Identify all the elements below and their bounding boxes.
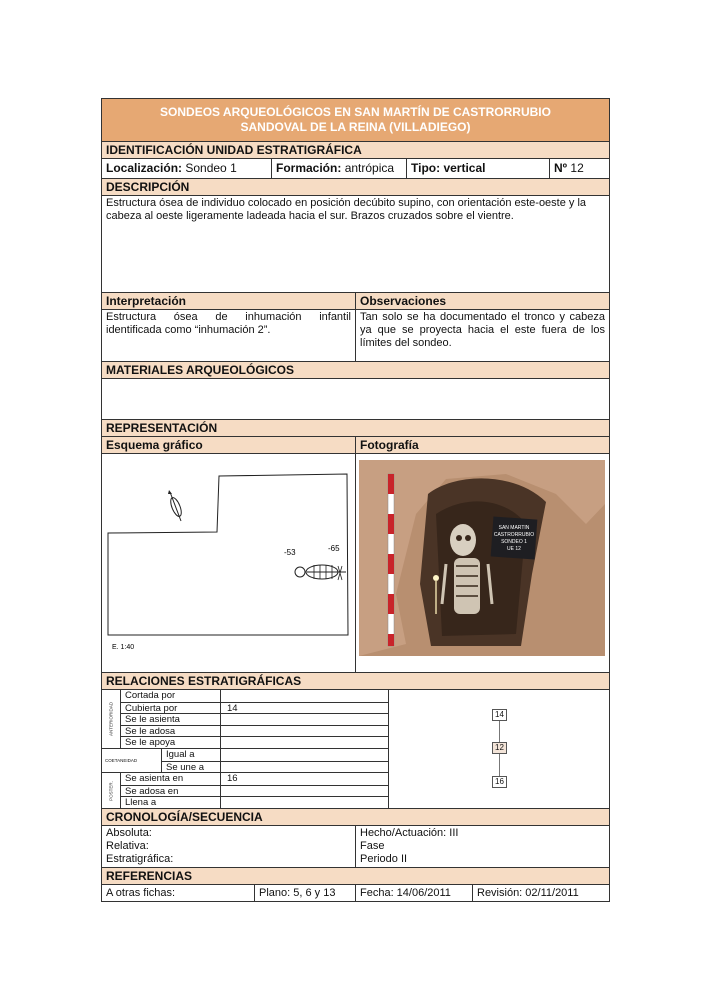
representacion-heading-row bbox=[102, 419, 609, 436]
relacion-value bbox=[220, 737, 388, 748]
cota-1: -53 bbox=[284, 548, 296, 557]
identificacion-row bbox=[102, 158, 609, 178]
sign-line-2: CASTRORRUBIO bbox=[493, 532, 535, 538]
estratigrafica-label: Estratigráfica: bbox=[106, 852, 174, 865]
tipo-cell bbox=[406, 159, 549, 178]
relacion-label: Cortada por bbox=[120, 690, 220, 702]
relacion-row bbox=[120, 773, 388, 785]
matrix-unit-current: 12 bbox=[492, 742, 507, 754]
localizacion-label: Localización: bbox=[106, 161, 183, 175]
descripcion-row bbox=[102, 195, 609, 292]
materiales-heading-row bbox=[102, 361, 609, 378]
coetaneidad-label: COETANEIDAD bbox=[105, 757, 138, 763]
observaciones-text: Tan solo se ha documentado el tronco y cabeza ya que se proyecta hacia el este fuera de los límites del sondeo. bbox=[355, 310, 609, 361]
identificacion-heading-row bbox=[102, 141, 609, 158]
referencias-heading-row bbox=[102, 867, 609, 884]
localizacion-cell bbox=[102, 159, 271, 178]
materiales-row bbox=[102, 378, 609, 419]
relacion-value bbox=[220, 726, 388, 737]
relacion-row bbox=[120, 690, 388, 702]
relacion-label: Se adosa en bbox=[120, 786, 220, 797]
interp-obs-row bbox=[102, 309, 609, 361]
relacion-value: 16 bbox=[220, 773, 388, 785]
cronologia-row bbox=[102, 825, 609, 867]
scale-bar-icon bbox=[388, 474, 394, 646]
numero-label: Nº bbox=[554, 161, 568, 175]
relacion-row bbox=[120, 725, 388, 737]
relacion-label: Cubierta por bbox=[120, 703, 220, 714]
relacion-label: Igual a bbox=[161, 749, 220, 761]
relaciones-heading: RELACIONES ESTRATIGRÁFICAS bbox=[102, 673, 609, 689]
cronologia-left bbox=[102, 826, 355, 867]
relacion-label: Se le apoya bbox=[120, 737, 220, 748]
referencias-row bbox=[102, 884, 609, 901]
formacion-label: Formación: bbox=[276, 161, 342, 175]
harris-matrix bbox=[389, 690, 609, 808]
relacion-label: Se asienta en bbox=[120, 773, 220, 785]
relacion-label: Llena a bbox=[120, 797, 220, 808]
fecha: Fecha: 14/06/2011 bbox=[355, 885, 472, 901]
formacion-cell bbox=[271, 159, 406, 178]
coetaneidad-group bbox=[102, 748, 388, 772]
fotografia-heading: Fotografía bbox=[355, 437, 609, 453]
relacion-value bbox=[220, 749, 388, 761]
relacion-row bbox=[120, 713, 388, 725]
tipo-label: Tipo: vertical bbox=[411, 161, 486, 175]
observaciones-heading: Observaciones bbox=[355, 293, 609, 309]
cronologia-heading: CRONOLOGÍA/SECUENCIA bbox=[102, 809, 609, 825]
matrix-unit-bottom: 16 bbox=[492, 776, 507, 788]
relativa-label: Relativa: bbox=[106, 839, 149, 852]
sign-line-1: SAN MARTIN bbox=[498, 525, 530, 531]
relacion-row bbox=[120, 702, 388, 714]
interpretacion-heading: Interpretación bbox=[102, 293, 355, 309]
plan-drawing bbox=[102, 454, 354, 672]
revision: Revisión: 02/11/2011 bbox=[472, 885, 609, 901]
relacion-row bbox=[120, 796, 388, 808]
otras-fichas: A otras fichas: bbox=[106, 886, 176, 899]
fotografia bbox=[355, 454, 609, 672]
matrix-unit-top: 14 bbox=[492, 709, 507, 721]
periodo-label: Periodo II bbox=[360, 852, 408, 865]
representacion-subheading-row bbox=[102, 436, 609, 453]
anterioridad-label: ANTERIORIDAD bbox=[108, 701, 114, 736]
materiales-content bbox=[102, 379, 609, 419]
numero-cell bbox=[549, 159, 609, 178]
coetaneidad-rows bbox=[161, 749, 388, 772]
plano: Plano: 5, 6 y 13 bbox=[254, 885, 355, 901]
relacion-value bbox=[220, 714, 388, 725]
relacion-label: Se une a bbox=[161, 762, 220, 773]
relacion-row bbox=[120, 785, 388, 797]
posterioridad-rows bbox=[120, 773, 388, 808]
cronologia-heading-row bbox=[102, 808, 609, 825]
sign-line-3: SONDEO 1 bbox=[501, 539, 527, 545]
localizacion-value: Sondeo 1 bbox=[185, 161, 237, 175]
skeleton-sketch-icon bbox=[295, 565, 346, 580]
relacion-value bbox=[220, 690, 388, 702]
excavation-photo bbox=[356, 454, 608, 672]
title-row bbox=[102, 99, 609, 141]
absoluta-label: Absoluta: bbox=[106, 826, 152, 839]
relacion-row bbox=[161, 761, 388, 773]
sheet-title bbox=[102, 99, 609, 141]
title-line-1: SONDEOS ARQUEOLÓGICOS EN SAN MARTÍN DE CASTRORRUBIO bbox=[160, 105, 551, 119]
relacion-value bbox=[220, 786, 388, 797]
numero-value: 12 bbox=[570, 161, 584, 175]
descripcion-heading: DESCRIPCIÓN bbox=[102, 179, 609, 195]
relacion-value: 14 bbox=[220, 703, 388, 714]
referencias-heading: REFERENCIAS bbox=[102, 868, 609, 884]
formacion-value: antrópica bbox=[344, 161, 395, 175]
descripcion-text: Estructura ósea de individuo colocado en posición decúbito supino, con orientación este-oeste y la cabeza al oeste ligeramente ladeada hacia el sur. Brazos cruzados sobre el vientre. bbox=[106, 197, 587, 222]
esquema-heading: Esquema gráfico bbox=[102, 437, 355, 453]
sign-line-4: UE 12 bbox=[507, 546, 521, 552]
relacion-row bbox=[120, 736, 388, 748]
anterioridad-rows bbox=[120, 690, 388, 748]
anterioridad-group bbox=[102, 690, 388, 748]
hecho-label: Hecho/Actuación: III bbox=[360, 826, 459, 839]
north-arrow-icon bbox=[168, 490, 183, 521]
interp-obs-heading-row bbox=[102, 292, 609, 309]
relaciones-grid bbox=[102, 689, 609, 808]
relacion-label: Se le asienta bbox=[120, 714, 220, 725]
relacion-label: Se le adosa bbox=[120, 726, 220, 737]
cronologia-right bbox=[355, 826, 609, 867]
title-line-2: SANDOVAL DE LA REINA (VILLADIEGO) bbox=[240, 120, 471, 134]
identificacion-heading: IDENTIFICACIÓN UNIDAD ESTRATIGRÁFICA bbox=[102, 142, 609, 158]
esquema-grafico bbox=[102, 454, 355, 672]
cota-2: -65 bbox=[328, 544, 340, 553]
materiales-heading: MATERIALES ARQUEOLÓGICOS bbox=[102, 362, 609, 378]
escala-label: E. 1:40 bbox=[112, 644, 135, 651]
posterioridad-label: POSTER. bbox=[108, 780, 114, 801]
representacion-heading: REPRESENTACIÓN bbox=[102, 420, 609, 436]
fase-label: Fase bbox=[360, 839, 385, 852]
interpretacion-text: Estructura ósea de inhumación infantil identificada como “inhumación 2”. bbox=[106, 311, 351, 336]
relaciones-table bbox=[102, 690, 389, 808]
posterioridad-group bbox=[102, 772, 388, 808]
relaciones-heading-row bbox=[102, 672, 609, 689]
record-sheet bbox=[101, 98, 610, 902]
descripcion-heading-row bbox=[102, 178, 609, 195]
relacion-value bbox=[220, 797, 388, 808]
representacion-row bbox=[102, 453, 609, 672]
relacion-row bbox=[161, 749, 388, 761]
relacion-value bbox=[220, 762, 388, 773]
